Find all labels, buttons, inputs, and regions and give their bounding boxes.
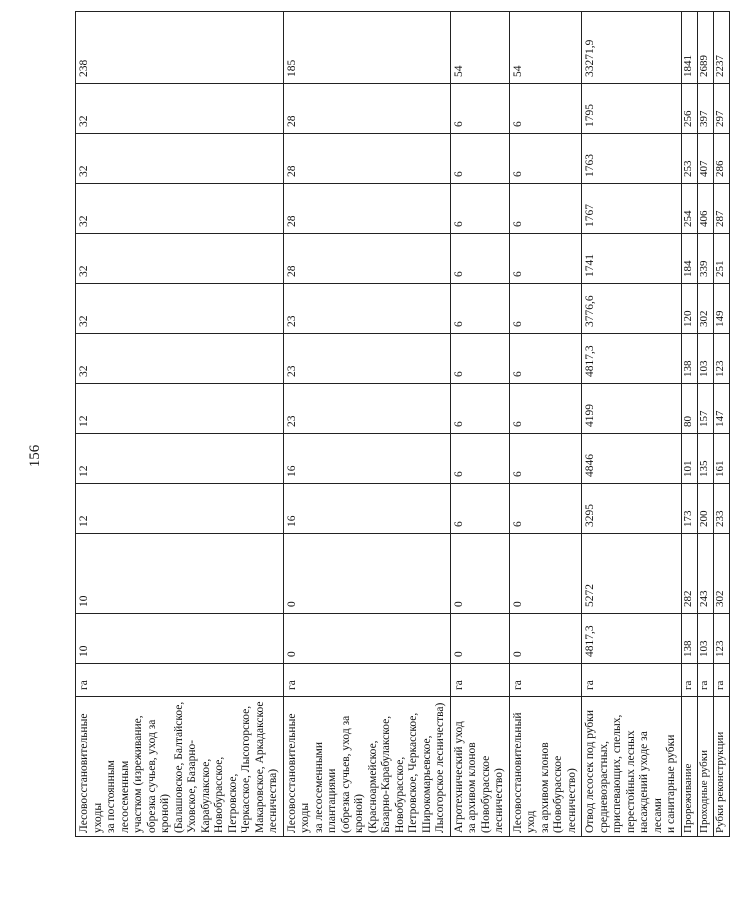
table-row	[76, 12, 284, 837]
value-cell: 147	[713, 384, 729, 434]
value-cell: 6	[450, 134, 509, 184]
work-name-cell	[283, 697, 450, 837]
work-name-line: Рубки реконструкции	[713, 731, 726, 833]
value-cell: 10	[76, 614, 284, 664]
work-name-line: Новобурасское, Петровское,	[213, 756, 239, 833]
value-cell: 123	[713, 334, 729, 384]
value-cell: 6	[509, 134, 582, 184]
value-cell: 80	[681, 384, 697, 434]
value-cell: 103	[697, 614, 713, 664]
total-cell: 2689	[697, 12, 713, 84]
value-cell: 0	[450, 534, 509, 614]
value-cell: 5272	[582, 534, 682, 614]
value-cell: 12	[76, 384, 284, 434]
work-name-line: (Новобурасское лесничество)	[552, 755, 578, 833]
total-cell: 54	[509, 12, 582, 84]
total-cell: 238	[76, 12, 284, 84]
forestry-table-wrapper	[75, 39, 726, 837]
value-cell: 123	[713, 614, 729, 664]
table-row	[509, 12, 582, 837]
value-cell: 0	[509, 534, 582, 614]
value-cell: 138	[681, 614, 697, 664]
work-name-line: (обрезка сучьев, уход за кроной)	[339, 715, 365, 833]
value-cell: 4817,3	[582, 334, 682, 384]
work-name-line: (Новобурасское лесничество)	[479, 755, 505, 833]
work-name-line: (Балашовское, Балтайское,	[172, 701, 185, 833]
work-name-line: обрезка сучьев, уход за кроной)	[145, 719, 171, 833]
value-cell: 254	[681, 184, 697, 234]
table-row	[450, 12, 509, 837]
value-cell: 6	[450, 484, 509, 534]
value-cell: 243	[697, 534, 713, 614]
work-name-line: участком (изреживание,	[132, 715, 144, 833]
value-cell: 23	[283, 284, 450, 334]
work-name-line: Агротехнический уход	[452, 721, 465, 833]
work-name-cell	[713, 697, 729, 837]
table-row	[697, 12, 713, 837]
work-name-line: Прореживание	[681, 763, 694, 833]
work-name-line: Широкомарьевское,	[420, 735, 433, 833]
value-cell: 6	[450, 184, 509, 234]
unit-cell: га	[713, 664, 729, 697]
work-name-line: (Красноармейское,	[366, 740, 379, 833]
value-cell: 251	[713, 234, 729, 284]
value-cell: 3295	[582, 484, 682, 534]
value-cell: 161	[713, 434, 729, 484]
value-cell: 173	[681, 484, 697, 534]
value-cell: 32	[76, 234, 284, 284]
unit-cell: га	[582, 664, 682, 697]
total-cell: 33271,9	[582, 12, 682, 84]
value-cell: 397	[697, 84, 713, 134]
work-name-line: насаждений уходе за лесами	[638, 731, 664, 833]
value-cell: 23	[283, 384, 450, 434]
value-cell: 1795	[582, 84, 682, 134]
work-name-cell	[582, 697, 682, 837]
value-cell: 28	[283, 234, 450, 284]
value-cell: 6	[450, 284, 509, 334]
value-cell: 157	[697, 384, 713, 434]
value-cell: 253	[681, 134, 697, 184]
page-number: 156	[27, 444, 43, 468]
value-cell: 28	[283, 184, 450, 234]
unit-cell: га	[509, 664, 582, 697]
total-cell: 185	[283, 12, 450, 84]
work-name-line: перестойных лесных	[624, 730, 637, 833]
table-row	[713, 12, 729, 837]
unit-cell: га	[283, 664, 450, 697]
work-name-cell	[681, 697, 697, 837]
total-cell: 54	[450, 12, 509, 84]
value-cell: 6	[509, 334, 582, 384]
value-cell: 0	[283, 614, 450, 664]
value-cell: 233	[713, 484, 729, 534]
value-cell: 16	[283, 484, 450, 534]
work-name-line: лесничества)	[267, 768, 279, 833]
value-cell: 0	[509, 614, 582, 664]
value-cell: 4199	[582, 384, 682, 434]
value-cell: 23	[283, 334, 450, 384]
value-cell: 302	[713, 534, 729, 614]
value-cell: 16	[283, 434, 450, 484]
value-cell: 6	[509, 434, 582, 484]
work-name-line: Лысогорское лесничества)	[434, 702, 446, 833]
value-cell: 297	[713, 84, 729, 134]
unit-cell: га	[450, 664, 509, 697]
work-name-cell	[450, 697, 509, 837]
work-name-line: Новобурасское,	[393, 756, 406, 833]
table-row	[681, 12, 697, 837]
value-cell: 32	[76, 84, 284, 134]
value-cell: 6	[450, 334, 509, 384]
value-cell: 10	[76, 534, 284, 614]
value-cell: 1763	[582, 134, 682, 184]
value-cell: 1767	[582, 184, 682, 234]
value-cell: 135	[697, 434, 713, 484]
unit-cell: га	[681, 664, 697, 697]
value-cell: 32	[76, 334, 284, 384]
value-cell: 0	[283, 534, 450, 614]
work-name-line: Базарно-Карабулакское,	[380, 715, 392, 833]
value-cell: 12	[76, 434, 284, 484]
value-cell: 6	[450, 384, 509, 434]
work-name-line: Уховское, Базарно-Карабулакское,	[186, 739, 212, 833]
value-cell: 282	[681, 534, 697, 614]
work-name-line: Лесовосстановительные уходы	[78, 713, 104, 833]
work-name-line: за архивом клонов	[466, 742, 478, 833]
unit-cell: га	[697, 664, 713, 697]
value-cell: 32	[76, 184, 284, 234]
work-name-line: Проходные рубки	[697, 750, 710, 833]
value-cell: 4817,3	[582, 614, 682, 664]
value-cell: 6	[509, 234, 582, 284]
value-cell: 286	[713, 134, 729, 184]
value-cell: 103	[697, 334, 713, 384]
total-cell: 1841	[681, 12, 697, 84]
value-cell: 0	[450, 614, 509, 664]
work-name-line: и санитарные рубки	[665, 734, 677, 833]
total-cell: 2237	[713, 12, 729, 84]
value-cell: 6	[509, 484, 582, 534]
value-cell: 6	[450, 234, 509, 284]
value-cell: 6	[509, 184, 582, 234]
work-name-line: за постоянным лесосеменным	[105, 760, 131, 833]
value-cell: 120	[681, 284, 697, 334]
value-cell: 184	[681, 234, 697, 284]
value-cell: 256	[681, 84, 697, 134]
table-row	[582, 12, 682, 837]
unit-cell: га	[76, 664, 284, 697]
work-name-line: средневозрастных,	[597, 740, 610, 833]
value-cell: 407	[697, 134, 713, 184]
value-cell: 101	[681, 434, 697, 484]
value-cell: 406	[697, 184, 713, 234]
value-cell: 138	[681, 334, 697, 384]
work-name-cell	[76, 697, 284, 837]
forestry-works-table	[75, 11, 730, 837]
value-cell: 28	[283, 134, 450, 184]
value-cell: 32	[76, 284, 284, 334]
work-name-line: Черкасское, Лысогорское,	[240, 705, 252, 833]
work-name-cell	[509, 697, 582, 837]
value-cell: 6	[509, 284, 582, 334]
work-name-line: Лесовосстановительные уходы	[285, 713, 311, 833]
work-name-cell	[697, 697, 713, 837]
work-name-line: приспевающих, спелых,	[611, 714, 623, 833]
work-name-line: за лесосеменными плантациями	[312, 742, 338, 833]
value-cell: 6	[509, 84, 582, 134]
value-cell: 200	[697, 484, 713, 534]
value-cell: 32	[76, 134, 284, 184]
value-cell: 28	[283, 84, 450, 134]
value-cell: 302	[697, 284, 713, 334]
value-cell: 4846	[582, 434, 682, 484]
work-name-line: Отвод лесосек под рубки	[584, 710, 596, 833]
work-name-line: Макаровское, Аркадакское	[253, 701, 266, 833]
value-cell: 3776,6	[582, 284, 682, 334]
value-cell: 1741	[582, 234, 682, 284]
work-name-line: за архивом клонов	[538, 742, 551, 833]
value-cell: 6	[450, 434, 509, 484]
work-name-line: Лесовосстановительный уход	[511, 712, 537, 833]
value-cell: 6	[509, 384, 582, 434]
value-cell: 339	[697, 234, 713, 284]
work-name-line: Петровское, Черкасское,	[407, 712, 419, 833]
value-cell: 287	[713, 184, 729, 234]
value-cell: 12	[76, 484, 284, 534]
value-cell: 6	[450, 84, 509, 134]
table-row	[283, 12, 450, 837]
value-cell: 149	[713, 284, 729, 334]
